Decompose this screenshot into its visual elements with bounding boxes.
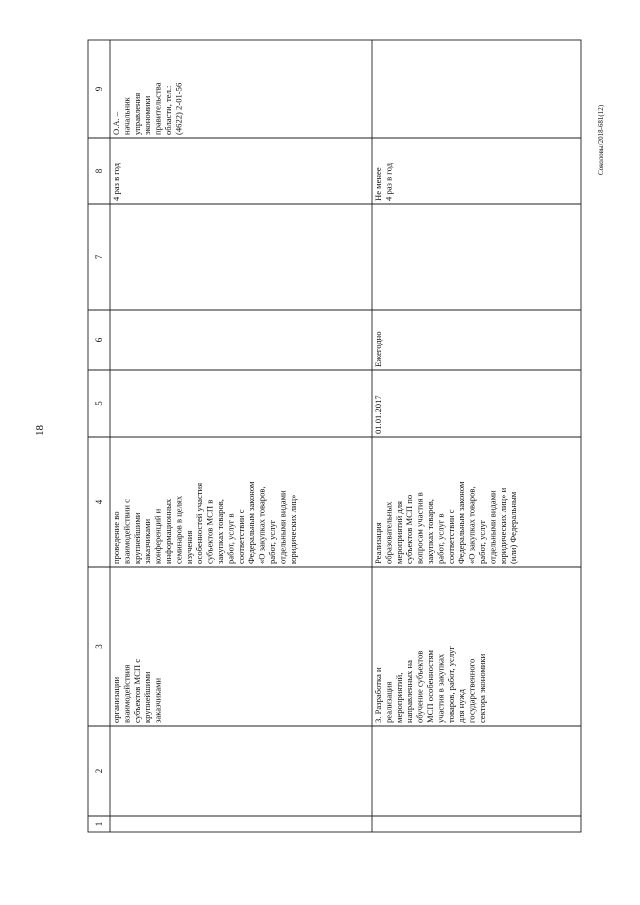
cell-line: государственного: [466, 658, 477, 723]
column-number: 1: [94, 821, 104, 827]
cell-line: 3. Разработка и: [373, 667, 383, 723]
column-number: 3: [94, 644, 104, 649]
cell-line: вопросам участия в: [414, 492, 425, 564]
cell-line: 4 раз в год: [383, 162, 394, 201]
cell-line: особенностей участия: [194, 482, 205, 564]
cell-line: «О закупках товаров,: [256, 486, 267, 564]
cell-line: отдельными видами: [277, 490, 288, 564]
cell-line: работ, услуг в: [435, 513, 446, 564]
cell-line: Федеральным законом: [246, 481, 257, 564]
cell-line: Федеральным законом: [456, 481, 467, 564]
column-number: 7: [94, 254, 104, 260]
cell-line: экономики: [142, 95, 153, 135]
footer-code: Соколовы/2018-681(12): [597, 104, 605, 175]
cell-line: правительства: [152, 82, 163, 135]
cell-line: мероприятий для: [393, 500, 404, 564]
cell-line: начальник: [121, 97, 132, 135]
cell-line: работ, услуг в: [225, 513, 236, 564]
cell-line: 4 раз в год: [111, 162, 121, 201]
page-number: 18: [34, 425, 46, 436]
cell-line: информационных: [163, 498, 173, 564]
column-number: 5: [94, 401, 104, 406]
cell-line: соответствии с: [235, 509, 246, 564]
table-cells: [111, 82, 518, 723]
cell-line: закупках товаров,: [425, 499, 435, 564]
column-number: 4: [94, 499, 104, 505]
column-number: 2: [94, 768, 104, 774]
cell-line: крупнейшими: [142, 671, 153, 723]
row2-col6: [373, 331, 383, 367]
cell-line: семинаров в целях: [173, 495, 184, 564]
cell-line: юридических лиц»: [287, 494, 298, 564]
cell-line: закупках товаров,: [215, 499, 225, 564]
row1-col3: [111, 659, 163, 723]
row1-col9: [111, 82, 183, 135]
cell-line: направленных на: [404, 660, 415, 723]
row2-col8: [373, 162, 393, 201]
cell-line: обучение субъектов: [414, 650, 425, 723]
cell-line: взаимодействии с: [121, 499, 132, 564]
cell-line: образовательных: [383, 501, 394, 564]
row2-col3: [373, 646, 487, 723]
cell-line: субъектов МСП по: [404, 494, 415, 564]
row2-col4: [373, 481, 518, 564]
row1-col8: [111, 162, 121, 201]
cell-line: крупнейшими: [131, 512, 142, 564]
cell-line: (или) Федеральным: [508, 491, 519, 564]
cell-line: сектора экономики: [477, 653, 487, 723]
cell-line: работ, услуг: [267, 519, 277, 564]
cell-line: изучения: [183, 530, 194, 564]
cell-line: юридических лиц» и: [497, 487, 508, 564]
cell-line: реализация: [383, 681, 394, 723]
cell-line: Ежегодно: [373, 331, 383, 367]
cell-line: Не менее: [373, 167, 383, 201]
column-number: 8: [94, 168, 104, 174]
cell-line: работ, услуг: [477, 519, 487, 564]
cell-line: участия в закупках: [435, 653, 446, 723]
cell-line: организации: [111, 676, 121, 723]
cell-line: для нужд: [456, 689, 467, 723]
cell-line: субъектов МСП в: [204, 499, 215, 564]
cell-line: товаров, работ, услуг: [445, 646, 456, 723]
cell-line: субъектов МСП с: [131, 658, 142, 723]
column-number: 9: [94, 86, 104, 92]
cell-line: О.А. –: [111, 111, 121, 135]
cell-line: заказчиками: [142, 518, 153, 564]
header-numbers: [94, 86, 104, 826]
cell-line: соответствии с: [445, 509, 456, 564]
cell-line: отдельными видами: [487, 490, 498, 564]
cell-line: МСП особенностям: [425, 650, 435, 723]
row1-col4: [111, 481, 298, 564]
cell-line: Реализация: [373, 522, 383, 564]
cell-line: «О закупках товаров,: [466, 486, 477, 564]
row2-col5: [373, 395, 383, 434]
cell-line: 01.01.2017: [373, 395, 383, 434]
column-number: 6: [94, 337, 104, 343]
cell-line: конференций и: [152, 508, 163, 564]
cell-line: управления: [131, 92, 142, 135]
cell-line: заказчиками: [152, 677, 163, 723]
cell-line: проведение во: [111, 511, 121, 564]
cell-line: взаимодействия: [121, 664, 132, 723]
cell-line: мероприятий,: [393, 672, 404, 723]
cell-line: области, тел.:: [163, 85, 173, 135]
cell-line: (4622) 2-01-56: [173, 82, 184, 135]
